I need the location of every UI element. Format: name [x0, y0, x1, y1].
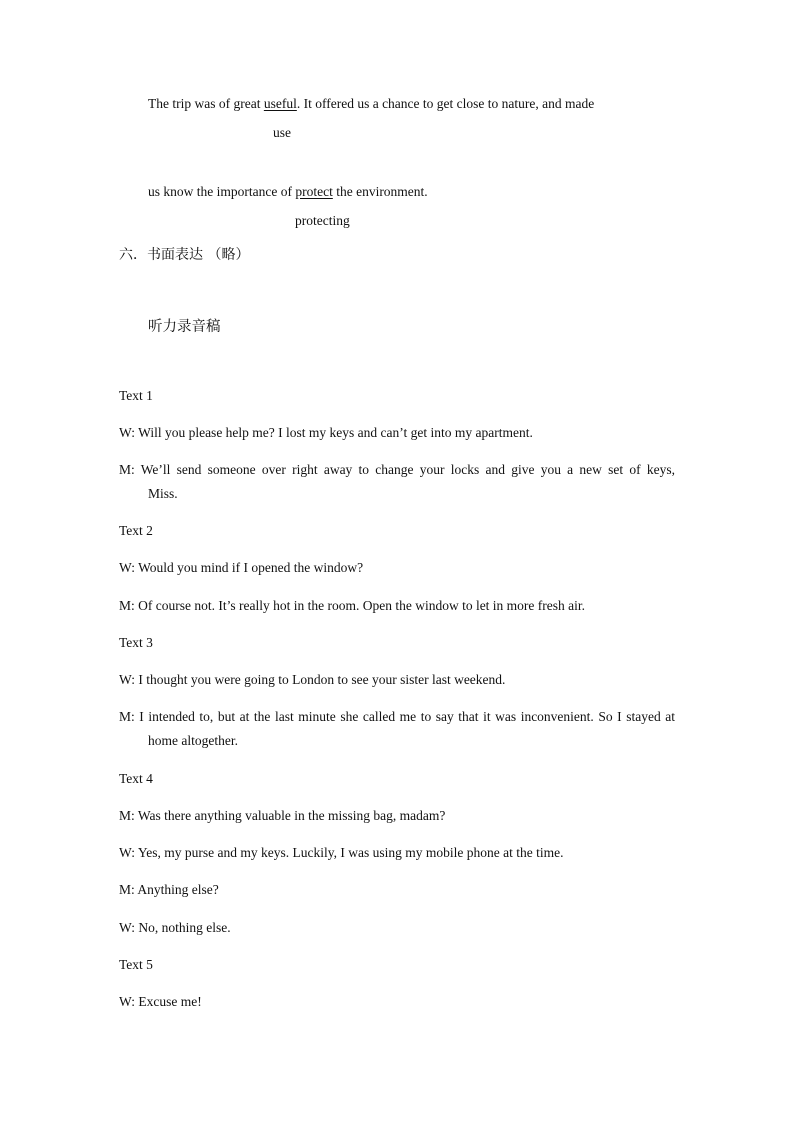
correction-text: . It offered us a chance to get close to nature, and made	[296, 96, 595, 111]
correction-fix-1: use	[273, 125, 291, 140]
text-label: Text 3	[119, 635, 153, 650]
dialogue-line: W: No, nothing else.	[119, 920, 231, 935]
correction-text: us know the importance of	[148, 184, 296, 199]
dialogue-line: W: Would you mind if I opened the window?	[119, 560, 364, 575]
dialogue-line-continued: home altogether.	[148, 733, 238, 748]
correction-text: the environment.	[332, 184, 428, 199]
correction-error-word: protect	[295, 184, 333, 199]
dialogue-line: M: Was there anything valuable in the missing bag, madam?	[119, 808, 446, 823]
dialogue-line: M: I intended to, but at the last minute she called me to say that it was inconvenient. So I stayed at	[119, 709, 675, 724]
dialogue-line: M: Anything else?	[119, 882, 219, 897]
text-label: Text 4	[119, 771, 153, 786]
dialogue-line: M: Of course not. It’s really hot in the room. Open the window to let in more fresh air.	[119, 598, 586, 613]
correction-fix-2: protecting	[295, 213, 350, 228]
correction-text: The trip was of great	[148, 96, 264, 111]
text-label: Text 2	[119, 523, 153, 538]
correction-error-word: useful	[263, 96, 297, 111]
text-label: Text 5	[119, 957, 153, 972]
dialogue-line: W: Will you please help me? I lost my keys and can’t get into my apartment.	[119, 425, 533, 440]
dialogue-line-continued: Miss.	[148, 486, 178, 501]
dialogue-line: W: Yes, my purse and my keys. Luckily, I was using my mobile phone at the time.	[119, 845, 564, 860]
text-label: Text 1	[119, 388, 153, 403]
dialogue-line: W: Excuse me!	[119, 994, 202, 1009]
dialogue-line: W: I thought you were going to London to see your sister last weekend.	[119, 672, 506, 687]
correction-line-1	[148, 95, 594, 113]
correction-line-2	[148, 183, 428, 201]
transcript-title: 听力录音稿	[148, 319, 221, 335]
dialogue-line: M: We’ll send someone over right away to change your locks and give you a new set of keys,	[119, 462, 675, 477]
section-6-heading: 六．书面表达 （略）	[119, 247, 250, 263]
